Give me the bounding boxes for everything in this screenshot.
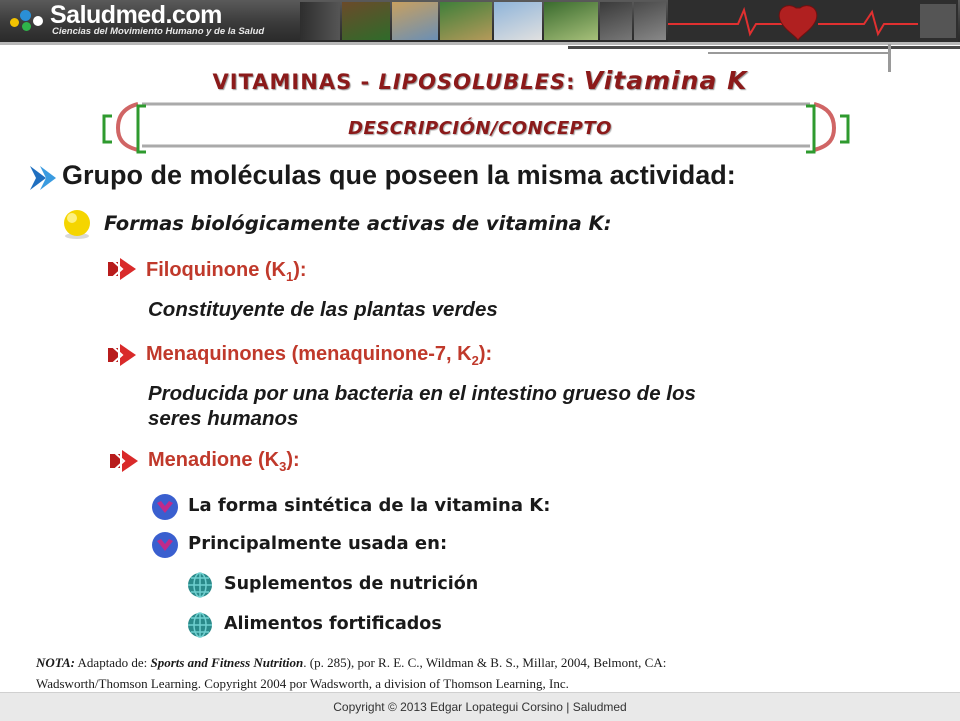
title-part: Vitamina K [583, 66, 748, 95]
menadione-text: Menadione (K [148, 449, 280, 471]
red-arrow-icon [106, 256, 140, 282]
red-arrow-icon [108, 448, 142, 474]
globe-bullet-icon [186, 571, 214, 599]
logo-icon [8, 6, 48, 36]
decor-bar [708, 52, 888, 54]
red-arrow-icon [106, 342, 140, 368]
decor-bar [568, 46, 960, 49]
filoquinone-text: Filoquinone (K [146, 259, 286, 281]
forms-heading: Formas biológicamente activas de vitamina K: [104, 212, 612, 235]
filoquinone-label [146, 259, 307, 284]
note-label: NOTA: [36, 655, 75, 670]
menaquinones-desc-line: seres humanos [148, 407, 299, 430]
note-source-title: Sports and Fitness Nutrition [150, 655, 304, 670]
menadione-sub: 3 [279, 459, 287, 474]
use-item: Alimentos fortificados [224, 614, 442, 634]
menaquinones-suffix: ): [478, 343, 493, 365]
brand-name[interactable]: Saludmed.com [50, 1, 222, 29]
filoquinone-desc: Constituyente de las plantas verdes [148, 298, 498, 321]
page-title [0, 66, 960, 95]
purple-diamond-bullet-icon [150, 530, 180, 560]
yellow-ball-icon [60, 208, 94, 240]
note-line [36, 652, 916, 673]
ekg-heart-graphic [668, 0, 958, 42]
section-subtitle: DESCRIPCIÓN/CONCEPTO [348, 118, 612, 139]
filoquinone-suffix: ): [293, 259, 307, 281]
filoquinone-sub: 1 [285, 269, 294, 284]
menaquinones-text: Menaquinones (menaquinone-7, K [146, 343, 472, 365]
used-in-text: Principalmente usada en: [188, 533, 448, 554]
note-prefix: Adaptado de: [75, 655, 151, 670]
copyright-footer: Copyright © 2013 Edgar Lopategui Corsino | Saludmed [0, 692, 960, 721]
brand-tagline: Ciencias del Movimiento Humano y de la Salud [52, 26, 265, 37]
source-note [36, 652, 916, 694]
menaquinones-desc-line: Producida por una bacteria en el intestino grueso de los [148, 382, 696, 405]
globe-bullet-icon [186, 611, 214, 639]
note-line: Wadsworth/Thomson Learning. Copyright 2004 por Wadsworth, a division of Thomson Learning, Inc. [36, 676, 569, 691]
menadione-suffix: ): [286, 449, 300, 471]
blue-chevron-icon [26, 164, 58, 192]
title-part: : [566, 70, 584, 94]
purple-diamond-bullet-icon [150, 492, 180, 522]
use-item: Suplementos de nutrición [224, 574, 479, 594]
menadione-label [148, 449, 300, 474]
menaquinones-label [146, 343, 492, 368]
header-divider [0, 42, 960, 45]
header-banner [0, 0, 960, 42]
menaquinones-sub: 2 [471, 353, 479, 368]
title-part: LIPOSOLUBLES [378, 70, 567, 94]
title-part: VITAMINAS - [212, 70, 379, 94]
note-rest: . (p. 285), por R. E. C., Wildman & B. S., Millar, 2004, Belmont, CA: [303, 655, 667, 670]
synthetic-form-text: La forma sintética de la vitamina K: [188, 495, 551, 516]
menaquinones-desc [148, 381, 888, 431]
main-heading: Grupo de moléculas que poseen la misma actividad: [62, 160, 736, 190]
